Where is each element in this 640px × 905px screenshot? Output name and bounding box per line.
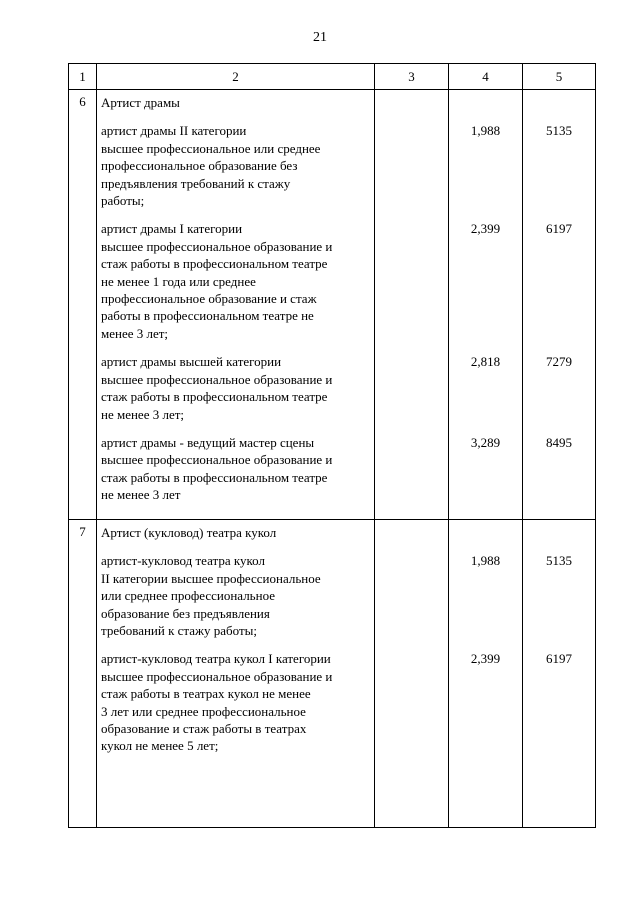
salary-value: 6197 (546, 221, 572, 237)
category-text-line: профессиональное образование и стаж (101, 291, 317, 307)
row-description (97, 90, 375, 520)
empty-cell (375, 90, 449, 520)
category-text-line: высшее профессиональное образование и (101, 371, 333, 387)
table-row (69, 520, 596, 828)
category-text-line: II категории высшее профессиональное (101, 570, 321, 586)
table-row (69, 90, 596, 520)
category-text-line: кукол не менее 5 лет; (101, 738, 219, 754)
salary-column (523, 90, 596, 520)
coefficient-column (449, 90, 523, 520)
category-block (101, 552, 370, 639)
category-text-line: предъявления требований к стажу (101, 175, 291, 191)
tariff-coefficient: 2,818 (470, 354, 501, 370)
category-text-line: артист-кукловод театра кукол I категории (101, 651, 331, 667)
category-text-line: артист-кукловод театра кукол (101, 553, 265, 569)
category-text-line: работы в профессиональном театре не (101, 308, 314, 324)
row-number: 7 (69, 520, 97, 828)
page-number: 21 (313, 30, 327, 45)
category-text-line: не менее 3 лет (101, 487, 181, 503)
header-cell: 3 (375, 64, 449, 90)
salary-column (523, 520, 596, 828)
table-header-row (69, 64, 596, 90)
salary-value: 5135 (546, 123, 572, 139)
empty-cell (375, 520, 449, 828)
staff-rates-table (68, 63, 596, 828)
category-text-line: образование без предъявления (101, 605, 270, 621)
header-cell: 5 (523, 64, 596, 90)
tariff-coefficient: 1,988 (470, 553, 501, 569)
category-block (101, 650, 370, 754)
category-text-line: артист драмы II категории (101, 123, 247, 139)
tariff-coefficient: 2,399 (470, 221, 501, 237)
salary-value: 6197 (546, 651, 572, 667)
header-cell: 1 (69, 64, 97, 90)
category-text-line: высшее профессиональное или среднее (101, 140, 321, 156)
category-block (101, 353, 370, 423)
category-text-line: 3 лет или среднее профессиональное (101, 703, 306, 719)
category-text-line: стаж работы в профессиональном театре (101, 469, 328, 485)
salary-value: 7279 (546, 354, 572, 370)
category-block (101, 434, 370, 504)
section-title: Артист драмы (101, 95, 180, 110)
salary-value: 8495 (546, 434, 572, 450)
category-text-line: стаж работы в театрах кукол не менее (101, 686, 311, 702)
category-text-line: не менее 3 лет; (101, 406, 185, 422)
category-text-line: высшее профессиональное образование и (101, 452, 333, 468)
tariff-coefficient: 3,289 (470, 434, 501, 450)
category-text-line: высшее профессиональное образование и (101, 238, 333, 254)
tariff-coefficient: 1,988 (470, 123, 501, 139)
category-text-line: требований к стажу работы; (101, 623, 257, 639)
salary-value: 5135 (546, 553, 572, 569)
category-text-line: не менее 1 года или среднее (101, 273, 256, 289)
category-text-line: артист драмы I категории (101, 221, 243, 237)
category-text-line: образование и стаж работы в театрах (101, 721, 307, 737)
category-text-line: стаж работы в профессиональном театре (101, 256, 328, 272)
category-text-line: работы; (101, 193, 145, 209)
row-number: 6 (69, 90, 97, 520)
tariff-coefficient: 2,399 (470, 651, 501, 667)
coefficient-column (449, 520, 523, 828)
category-block (101, 220, 370, 342)
header-cell: 4 (449, 64, 523, 90)
category-text-line: профессиональное образование без (101, 158, 298, 174)
category-text-line: менее 3 лет; (101, 325, 169, 341)
row-description (97, 520, 375, 828)
section-title: Артист (кукловод) театра кукол (101, 525, 277, 540)
category-text-line: или среднее профессиональное (101, 588, 275, 604)
category-text-line: стаж работы в профессиональном театре (101, 389, 328, 405)
category-text-line: артист драмы высшей категории (101, 354, 282, 370)
category-text-line: высшее профессиональное образование и (101, 668, 333, 684)
header-cell: 2 (97, 64, 375, 90)
category-block (101, 122, 370, 209)
category-text-line: артист драмы - ведущий мастер сцены (101, 434, 315, 450)
